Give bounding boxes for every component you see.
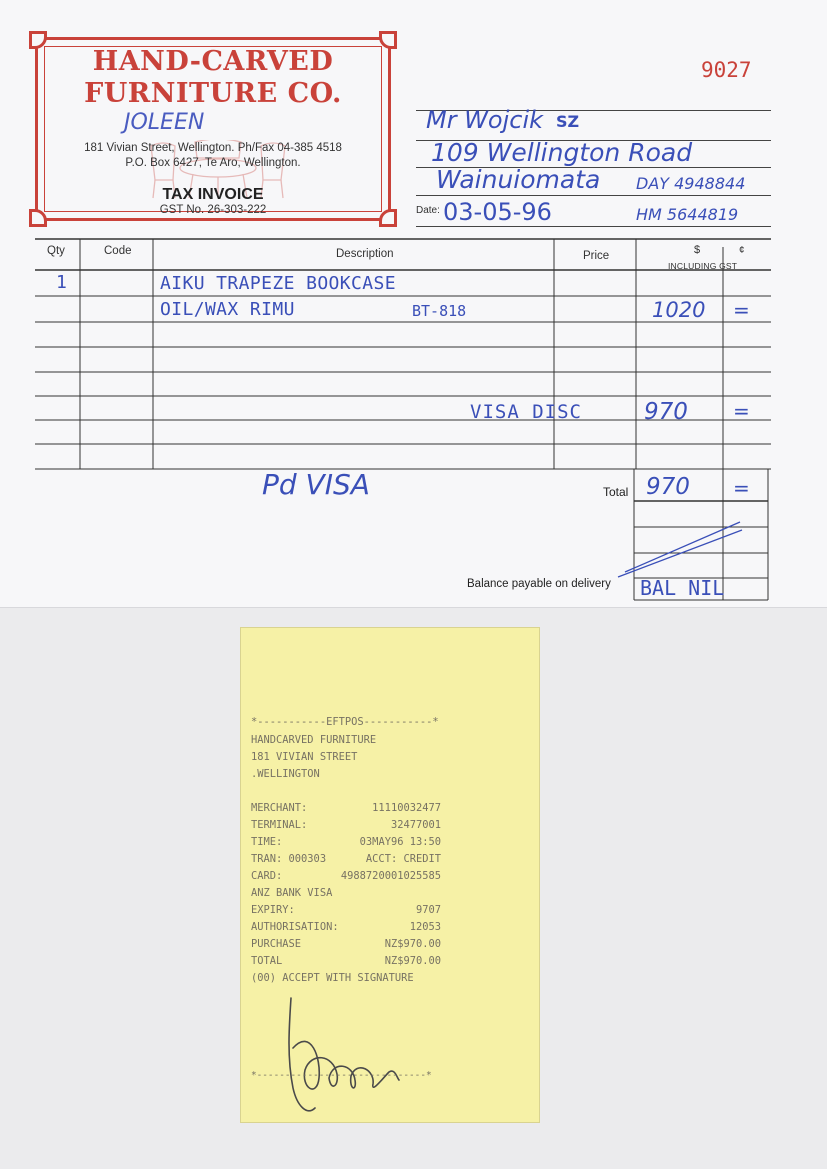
receipt-tran-label: TRAN: 000303 bbox=[251, 853, 327, 865]
customer-name: Mr Wojcik bbox=[426, 106, 544, 134]
receipt-expiry-label: EXPIRY: bbox=[251, 904, 295, 916]
item-1-qty: 1 bbox=[56, 272, 67, 293]
company-name-line1: HAND-CARVED bbox=[92, 46, 334, 77]
receipt-merchant-name: HANDCARVED FURNITURE bbox=[251, 734, 377, 746]
receipt-auth-label: AUTHORISATION: bbox=[251, 921, 339, 933]
discount-cents: = bbox=[733, 399, 750, 423]
eftpos-receipt bbox=[240, 627, 540, 1123]
balance-label: Balance payable on delivery bbox=[467, 578, 611, 590]
receipt-purchase-value: NZ$970.00 bbox=[384, 938, 441, 950]
total-cents: = bbox=[733, 476, 750, 500]
total-label: Total bbox=[603, 485, 629, 499]
discount-description: VISA DISC bbox=[470, 401, 582, 423]
date-label: Date: bbox=[416, 205, 440, 216]
receipt-header: *-----------EFTPOS-----------* bbox=[251, 716, 439, 728]
receipt-total-label: TOTAL bbox=[251, 955, 283, 967]
receipt-footer: *------------------------------* bbox=[251, 1070, 432, 1081]
receipt-purchase-label: PURCHASE bbox=[251, 938, 302, 950]
item-2-code: BT-818 bbox=[412, 302, 467, 320]
tax-invoice-title: TAX INVOICE bbox=[162, 186, 264, 203]
receipt-accept-signature: (00) ACCEPT WITH SIGNATURE bbox=[251, 972, 414, 984]
item-2-cents: = bbox=[733, 298, 750, 322]
item-2-description: OIL/WAX RIMU bbox=[160, 299, 295, 320]
receipt-total-value: NZ$970.00 bbox=[384, 955, 441, 967]
customer-day-phone: DAY 4948844 bbox=[636, 174, 746, 193]
customer-home-phone: HM 5644819 bbox=[636, 205, 739, 224]
column-header-including-gst: INCLUDING GST bbox=[668, 261, 738, 271]
company-address-line1: 181 Vivian Street, Wellington. Ph/Fax 04-385 4518 bbox=[84, 142, 342, 154]
total-dollars: 970 bbox=[646, 474, 690, 500]
receipt-city: .WELLINGTON bbox=[251, 768, 320, 780]
item-2-dollars: 1020 bbox=[652, 298, 706, 322]
receipt-merchant-value: 11110032477 bbox=[372, 802, 441, 814]
column-header-qty: Qty bbox=[47, 245, 65, 257]
receipt-card-label: CARD: bbox=[251, 870, 283, 882]
receipt-terminal-label: TERMINAL: bbox=[251, 819, 308, 831]
receipt-merchant-label: MERCHANT: bbox=[251, 802, 308, 814]
column-header-code: Code bbox=[104, 245, 132, 257]
receipt-auth-value: 12053 bbox=[409, 921, 441, 933]
customer-name-correction: SZ bbox=[556, 112, 580, 131]
customer-street: 109 Wellington Road bbox=[431, 138, 693, 167]
item-1-description: AIKU TRAPEZE BOOKCASE bbox=[160, 273, 396, 294]
receipt-terminal-value: 32477001 bbox=[390, 819, 441, 831]
receipt-street: 181 VIVIAN STREET bbox=[251, 751, 358, 763]
column-header-cents: ¢ bbox=[739, 245, 745, 256]
salesperson-handwriting: JOLEEN bbox=[124, 110, 205, 135]
receipt-bank: ANZ BANK VISA bbox=[251, 887, 333, 899]
company-name-line2: FURNITURE CO. bbox=[84, 78, 342, 109]
receipt-card-value: 4988720001025585 bbox=[340, 870, 441, 882]
column-header-dollars: $ bbox=[694, 244, 701, 256]
column-header-description: Description bbox=[336, 248, 394, 260]
gst-number: GST No. 26-303-222 bbox=[159, 204, 267, 216]
receipt-tran-value: ACCT: CREDIT bbox=[365, 853, 441, 865]
receipt-time-label: TIME: bbox=[251, 836, 283, 848]
company-address-line2: P.O. Box 6427, Te Aro, Wellington. bbox=[125, 157, 301, 169]
discount-dollars: 970 bbox=[644, 399, 688, 425]
paid-visa-note: Pd VISA bbox=[262, 468, 370, 501]
customer-suburb: Wainuiomata bbox=[436, 165, 601, 194]
balance-value: BAL NIL bbox=[640, 576, 725, 600]
customer-signature bbox=[271, 988, 441, 1118]
invoice-number: 9027 bbox=[701, 58, 752, 82]
receipt-expiry-value: 9707 bbox=[415, 904, 441, 916]
receipt-time-value: 03MAY96 13:50 bbox=[359, 836, 441, 848]
column-header-price: Price bbox=[583, 250, 610, 262]
invoice-date: 03-05-96 bbox=[443, 198, 552, 226]
